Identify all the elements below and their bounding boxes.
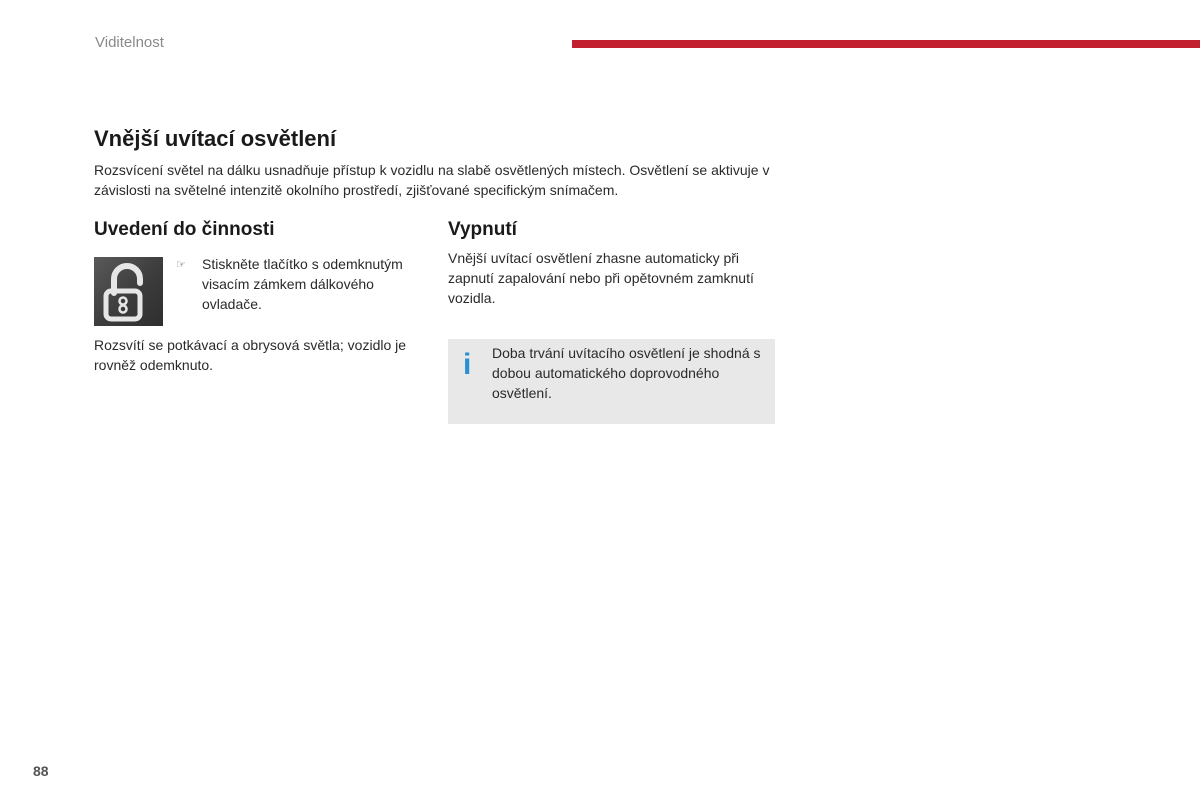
intro-paragraph: Rozsvícení světel na dálku usnadňuje přístup k vozidlu na slabě osvětlených místech. Osvětlení se aktivuje v závislosti na světelné intenzitě okolního prostředí, zjišťované specifickým snímačem. xyxy=(94,162,770,198)
activation-step xyxy=(176,254,426,314)
unlocked-padlock-key-button-icon xyxy=(94,257,163,326)
deactivation-text: Vnější uvítací osvětlení zhasne automaticky při zapnutí zapalování nebo při opětovném zamknutí vozidla. xyxy=(448,250,754,306)
pointing-hand-bullet-icon: ☞ xyxy=(176,259,186,271)
activation-result: Rozsvítí se potkávací a obrysová světla; vozidlo je rovněž odemknuto. xyxy=(94,337,407,373)
section-header: Viditelnost xyxy=(95,34,164,51)
page-title: Vnější uvítací osvětlení xyxy=(94,126,337,151)
activation-step-text: Stiskněte tlačítko s odemknutým visacím zámkem dálkového ovladače. xyxy=(202,256,403,312)
padlock-open-icon xyxy=(94,257,163,326)
info-box xyxy=(448,339,775,424)
deactivation-heading: Vypnutí xyxy=(448,219,517,240)
info-text: Doba trvání uvítacího osvětlení je shodná s dobou automatického doprovodného osvětlení. xyxy=(492,345,761,401)
activation-heading: Uvedení do činnosti xyxy=(94,219,275,240)
page-number: 88 xyxy=(33,763,49,779)
info-icon: i xyxy=(463,348,472,381)
header-accent-rule xyxy=(572,40,1200,48)
